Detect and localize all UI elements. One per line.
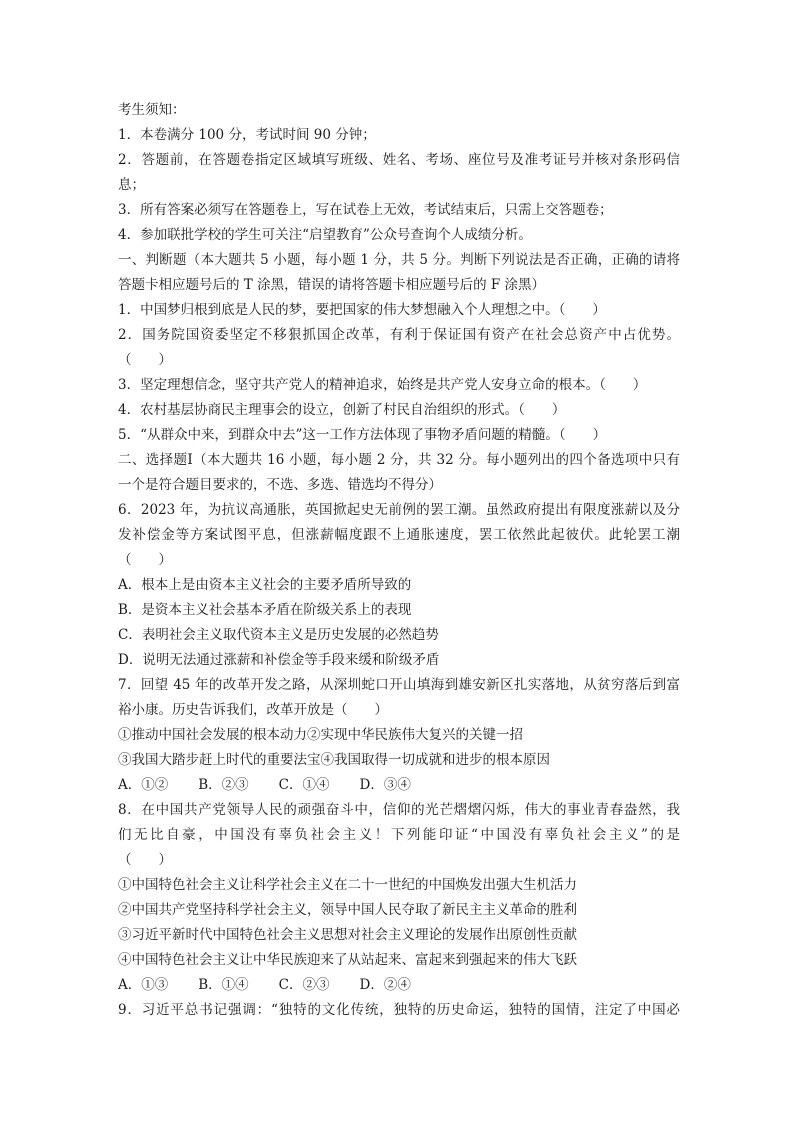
choice-c: C．②③ bbox=[278, 977, 330, 993]
question-4: 4．农村基层协商民主理事会的设立，创新了村民自治组织的形式。（ ） bbox=[118, 402, 566, 418]
question-3: 3．坚定理想信念，坚守共产党人的精神追求，始终是共产党人安身立命的根本。（ ） bbox=[118, 377, 647, 393]
question-7-statement: ①推动中国社会发展的根本动力②实现中华民族伟大复兴的关键一招 bbox=[118, 727, 523, 743]
option-a: A．根本上是由资本主义社会的主要矛盾所导致的 bbox=[118, 577, 412, 593]
question-1: 1．中国梦归根到底是人民的梦，要把国家的伟大梦想融入个人理想之中。（ ） bbox=[118, 302, 606, 318]
exam-page bbox=[118, 98, 680, 1023]
question-8-bracket: （ ） bbox=[118, 852, 172, 868]
choice-d: D．②④ bbox=[359, 977, 411, 993]
question-5: 5．“从群众中来，到群众中去”这一工作方法体现了事物矛盾问题的精髓。（ ） bbox=[118, 427, 607, 443]
notice-item: 4．参加联批学校的学生可关注“启望教育”公众号查询个人成绩分析。 bbox=[118, 227, 532, 243]
question-8-statement: ①中国特色社会主义让科学社会主义在二十一世纪的中国焕发出强大生机活力 bbox=[118, 877, 577, 893]
notice-item: 2．答题前，在答题卷指定区域填写班级、姓名、考场、座位号及准考证号并核对条形码信 bbox=[118, 152, 680, 168]
option-c: C．表明社会主义取代资本主义是历史发展的必然趋势 bbox=[118, 627, 439, 643]
question-8-stem: 们无比自豪，中国没有辜负社会主义！下列能印证“中国没有辜负社会主义”的是 bbox=[118, 827, 680, 843]
choice-a: A．①② bbox=[118, 777, 169, 793]
section2-heading: 二、选择题Ⅰ（本大题共 16 小题，每小题 2 分，共 32 分。每小题列出的四个备选项中只有 bbox=[118, 452, 680, 468]
option-b: B．是资本主义社会基本矛盾在阶级关系上的表现 bbox=[118, 602, 412, 618]
question-9-stem: 9．习近平总书记强调：“独特的文化传统，独特的历史命运，独特的国情，注定了中国必 bbox=[118, 1002, 680, 1018]
question-8-choices bbox=[118, 973, 680, 998]
question-7-stem: 7．回望 45 年的改革开发之路，从深圳蛇口开山填海到雄安新区扎实落地，从贫穷落后到富 bbox=[118, 677, 680, 693]
notice-item: 息； bbox=[118, 177, 145, 193]
question-8-statement: ③习近平新时代中国特色社会主义思想对社会主义理论的发展作出原创性贡献 bbox=[118, 927, 577, 943]
question-6-stem: 发补偿金等方案试图平息，但涨薪幅度跟不上通胀速度，罢工依然此起彼伏。此轮罢工潮 bbox=[118, 527, 680, 543]
question-2: 2．国务院国资委坚定不移狠抓国企改革，有利于保证国有资产在社会总资产中占优势。 bbox=[118, 327, 680, 343]
choice-b: B．①④ bbox=[198, 977, 249, 993]
question-7-stem: 裕小康。历史告诉我们，改革开放是（ ） bbox=[118, 702, 388, 718]
question-7-choices bbox=[118, 773, 680, 798]
section1-heading: 一、判断题（本大题共 5 小题，每小题 1 分，共 5 分。判断下列说法是否正确，正确的请将 bbox=[118, 252, 680, 268]
question-8-stem: 8．在中国共产党领导人民的顽强奋斗中，信仰的光芒熠熠闪烁，伟大的事业青春盎然，我 bbox=[118, 802, 680, 818]
choice-a: A．①③ bbox=[118, 977, 169, 993]
choice-b: B．②③ bbox=[198, 777, 249, 793]
notice-item: 3．所有答案必须写在答题卷上，写在试卷上无效，考试结束后，只需上交答题卷； bbox=[118, 202, 613, 218]
question-2-bracket: （ ） bbox=[118, 352, 172, 368]
notice-item: 1．本卷满分 100 分，考试时间 90 分钟； bbox=[118, 127, 376, 143]
choice-d: D．③④ bbox=[359, 777, 411, 793]
question-6-stem: 6．2023 年，为抗议高通胀，英国掀起史无前例的罢工潮。虽然政府提出有限度涨薪以及分 bbox=[118, 502, 680, 518]
option-d: D．说明无法通过涨薪和补偿金等手段来缓和阶级矛盾 bbox=[118, 652, 440, 668]
question-7-statement: ③我国大踏步赶上时代的重要法宝④我国取得一切成就和进步的根本原因 bbox=[118, 752, 550, 768]
question-6-bracket: （ ） bbox=[118, 552, 172, 568]
question-8-statement: ②中国共产党坚持科学社会主义，领导中国人民夺取了新民主主义革命的胜利 bbox=[118, 902, 577, 918]
notice-title: 考生须知： bbox=[118, 102, 186, 118]
question-8-statement: ④中国特色社会主义让中华民族迎来了从站起来、富起来到强起来的伟大飞跃 bbox=[118, 952, 577, 968]
choice-c: C．①④ bbox=[278, 777, 330, 793]
section1-heading: 答题卡相应题号后的 T 涂黑，错误的请将答题卡相应题号后的 F 涂黑） bbox=[118, 277, 546, 293]
section2-heading: 一个是符合题目要求的，不选、多选、错选均不得分） bbox=[118, 477, 442, 493]
